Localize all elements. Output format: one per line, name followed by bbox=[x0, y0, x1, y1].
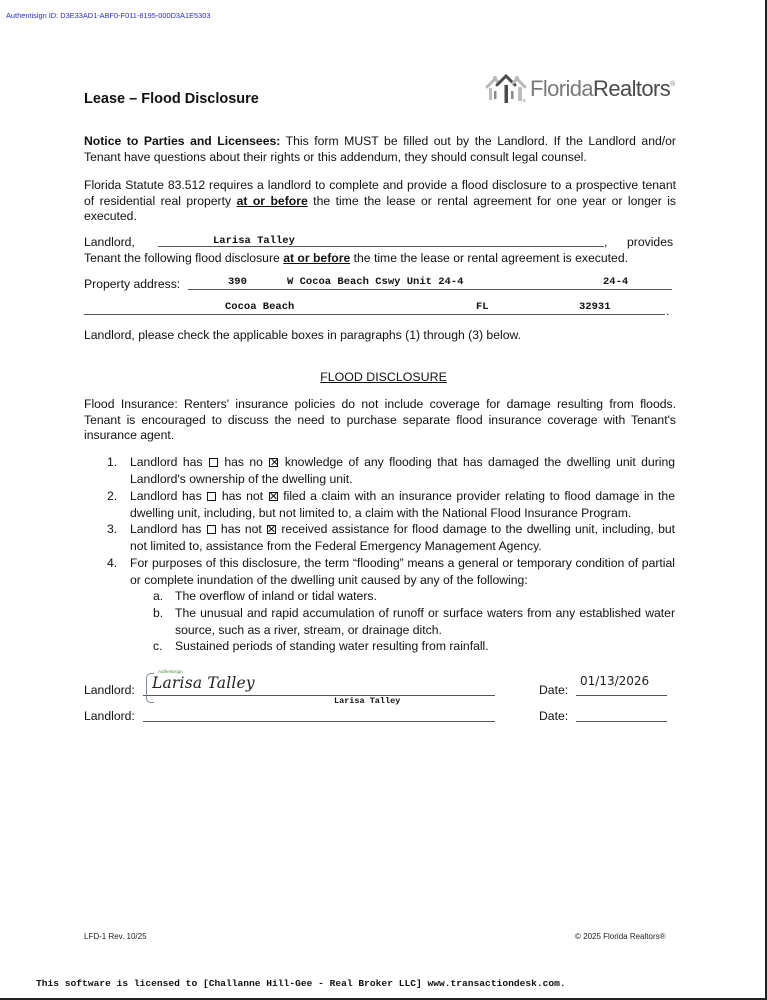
item-3-has-not-checkbox[interactable] bbox=[267, 525, 276, 534]
landlord1-date-line bbox=[576, 695, 667, 696]
item-1-has-checkbox[interactable] bbox=[209, 458, 218, 467]
item-4-number: 4. bbox=[107, 556, 118, 570]
property-address-label: Property address: bbox=[84, 277, 181, 291]
item-4a-letter: a. bbox=[153, 589, 164, 603]
address-period: . bbox=[666, 304, 670, 318]
item-4c-letter: c. bbox=[153, 639, 163, 653]
landlord2-label: Landlord: bbox=[84, 709, 135, 723]
statute-emphasis: at or before bbox=[236, 193, 308, 208]
instruction-text: Landlord, please check the applicable boxes in paragraphs (1) through (3) below. bbox=[84, 328, 521, 342]
item-4a-text: The overflow of inland or tidal waters. bbox=[175, 589, 377, 603]
item-1-number: 1. bbox=[107, 455, 118, 469]
authentisign-id: Authentisign ID: D3E33AD1-ABF0-F011-8195-000D3A1E5303 bbox=[6, 11, 211, 20]
landlord-prefix: Landlord, bbox=[84, 235, 135, 249]
address-city[interactable]: Cocoa Beach bbox=[225, 301, 295, 313]
notice-paragraph bbox=[84, 134, 676, 165]
item-4c-text: Sustained periods of standing water resulting from rainfall. bbox=[175, 639, 489, 653]
logo-wordmark: FloridaRealtors® bbox=[530, 76, 675, 101]
landlord2-signature-line[interactable] bbox=[143, 721, 495, 722]
address-street-number[interactable]: 390 bbox=[228, 276, 247, 288]
form-id: LFD-1 Rev. 10/25 bbox=[84, 932, 147, 941]
item-1-has-no-checkbox[interactable] bbox=[269, 458, 278, 467]
item-4b-text: The unusual and rapid accumulation of runoff or surface waters from any established water source, such as a river, stream, or drainage ditch. bbox=[175, 606, 675, 637]
item-2-has-checkbox[interactable] bbox=[207, 492, 216, 501]
item-3-text: Landlord has has not received assistance for flood damage to the dwelling unit, including, but not limited to, assistance from the Federal Emergency Management Agency. bbox=[130, 522, 676, 553]
landlord1-date-label: Date: bbox=[539, 683, 569, 697]
landlord-name-field[interactable]: Larisa Talley bbox=[213, 235, 295, 247]
landlord-comma: , bbox=[604, 235, 608, 249]
flood-insurance-paragraph: Flood Insurance: Renters' insurance policies do not include coverage for damage resulting from floods. Tenant is encouraged to discuss the need to purchase separate flood insurance coverage with Tenant's insurance agent. bbox=[84, 397, 676, 442]
landlord1-signature: Larisa Talley bbox=[152, 674, 255, 692]
statute-text-after: the time the lease or rental agreement for one year or longer is executed. bbox=[84, 193, 677, 223]
item-4b-letter: b. bbox=[153, 606, 164, 620]
authentisign-badge: Authentisign bbox=[158, 669, 183, 674]
landlord-provides: provides bbox=[627, 235, 674, 249]
landlord2-date-label: Date: bbox=[539, 709, 569, 723]
landlord1-printed-name: Larisa Talley bbox=[334, 696, 401, 706]
address-state[interactable]: FL bbox=[476, 301, 489, 313]
landlord2-date-line[interactable] bbox=[576, 721, 667, 722]
landlord1-label: Landlord: bbox=[84, 683, 135, 697]
license-notice: This software is licensed to [Challanne Hill-Gee - Real Broker LLC] www.transactiondesk.com. bbox=[36, 978, 566, 989]
landlord-clause-emphasis: at or before bbox=[283, 251, 351, 265]
item-2-number: 2. bbox=[107, 489, 118, 503]
landlord1-signature-field[interactable] bbox=[146, 670, 256, 704]
flood-disclosure-heading: FLOOD DISCLOSURE bbox=[320, 370, 447, 384]
address-street[interactable]: W Cocoa Beach Cswy Unit 24-4 bbox=[287, 276, 464, 288]
item-1-text: Landlord has has no knowledge of any flooding that has damaged the dwelling unit during Landlord's ownership of the dwelling unit. bbox=[130, 455, 676, 486]
landlord1-date-field[interactable]: 01/13/2026 bbox=[580, 674, 650, 688]
item-3-has-checkbox[interactable] bbox=[207, 525, 216, 534]
item-4-text: For purposes of this disclosure, the term “flooding” means a general or temporary condition of partial or complete inundation of the dwelling unit caused by any of the following: bbox=[130, 556, 675, 587]
florida-realtors-houses-logo-icon bbox=[485, 73, 527, 105]
notice-text: This form MUST be filled out by the Landlord. If the Landlord and/or Tenant have questions about their rights or this addendum, they should consult legal counsel. bbox=[84, 134, 676, 164]
address-unit[interactable]: 24-4 bbox=[603, 276, 629, 288]
page-title: Lease – Flood Disclosure bbox=[84, 91, 259, 107]
landlord-clause-line2: Tenant the following flood disclosure at or before the time the lease or rental agreement is executed. bbox=[84, 251, 628, 265]
item-2-has-not-checkbox[interactable] bbox=[269, 492, 278, 501]
florida-realtors-logo bbox=[485, 72, 675, 106]
address-zip[interactable]: 32931 bbox=[579, 301, 611, 313]
statute-paragraph bbox=[84, 178, 676, 225]
copyright: © 2025 Florida Realtors® bbox=[575, 932, 666, 941]
notice-label: Notice to Parties and Licensees: bbox=[84, 134, 281, 148]
property-address-line2 bbox=[84, 314, 665, 315]
property-address-line1 bbox=[188, 289, 672, 290]
item-3-number: 3. bbox=[107, 522, 118, 536]
statute-text-before: Florida Statute 83.512 requires a landlord to complete and provide a flood disclosure to a prospective tenant of residential real property bbox=[84, 178, 676, 208]
item-2-text: Landlord has has not filed a claim with an insurance provider relating to flood damage in the dwelling unit, including, but not limited to, a claim with the National Flood Insurance Program. bbox=[130, 489, 675, 520]
